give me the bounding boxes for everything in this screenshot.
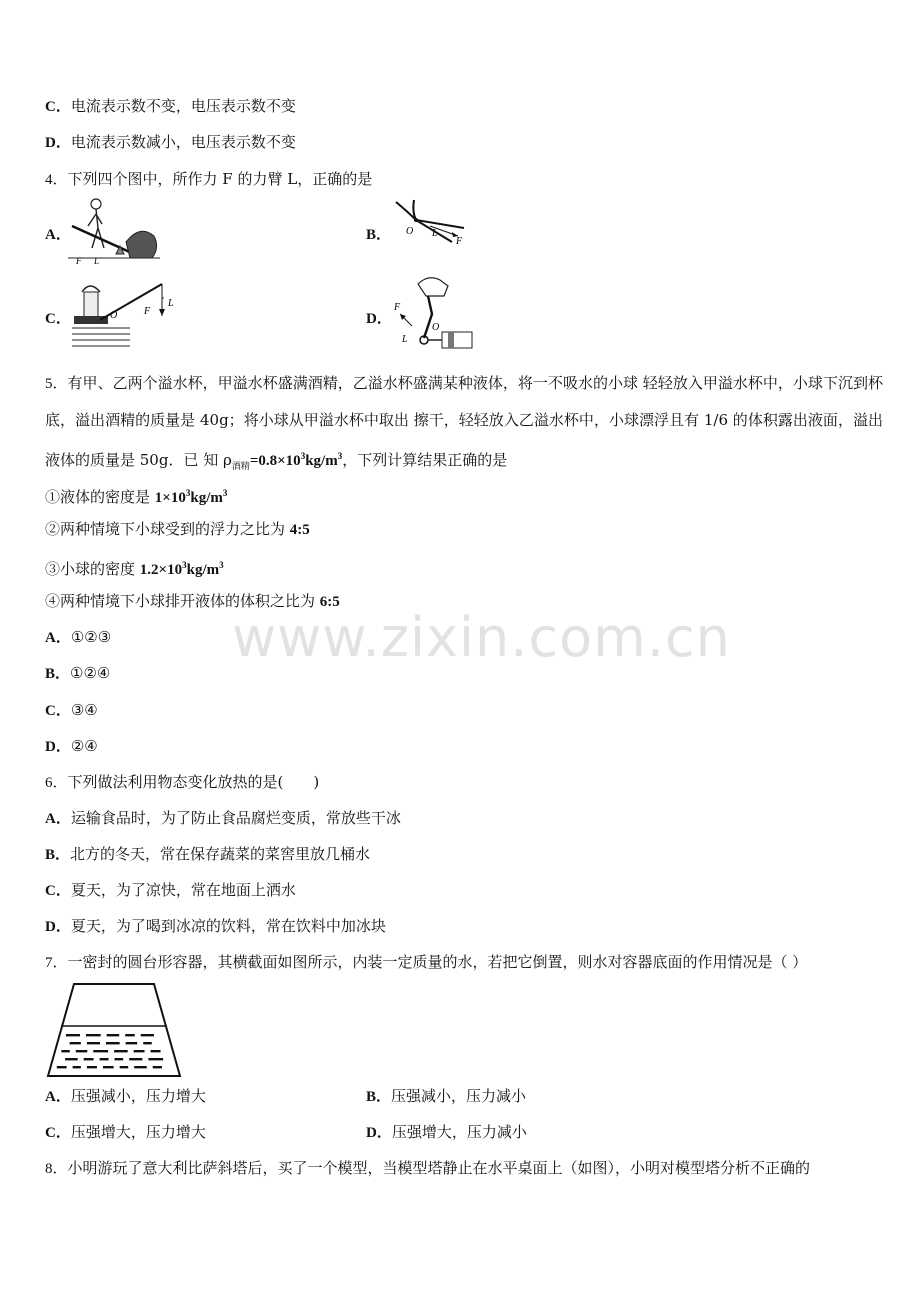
water-dash bbox=[107, 1034, 120, 1036]
water-dash bbox=[148, 1058, 163, 1060]
water-dash bbox=[73, 1066, 81, 1068]
q6-option-c: C．夏天，为了凉快，常在地面上洒水 bbox=[45, 881, 296, 899]
fig-d-label-f: F bbox=[394, 302, 401, 313]
q4-figure-b bbox=[392, 198, 468, 248]
water-dash bbox=[84, 1058, 94, 1060]
water-dash bbox=[86, 1034, 101, 1036]
fig-c-label-o: O bbox=[110, 310, 118, 321]
q5-option-c: C．③④ bbox=[45, 701, 98, 719]
fig-a-label-l: L bbox=[94, 256, 100, 266]
water-dash bbox=[103, 1066, 114, 1068]
q4-figure-c bbox=[70, 276, 182, 354]
fig-b-label-l: L bbox=[432, 228, 438, 239]
water-dash bbox=[134, 1066, 147, 1068]
water-dash bbox=[76, 1050, 87, 1052]
q6-option-d: D．夏天，为了喝到冰凉的饮料，常在饮料中加冰块 bbox=[45, 917, 386, 935]
q3-option-d: D．电流表示数减小，电压表示数不变 bbox=[45, 133, 296, 151]
water-dash bbox=[153, 1066, 162, 1068]
q8-stem: 8．小明游玩了意大利比萨斜塔后，买了一个模型，当模型塔静止在水平桌面上（如图），小明对模型塔分析不正确的 bbox=[45, 1159, 811, 1177]
fig-c-label-l: L bbox=[168, 298, 174, 309]
watermark: www.zixin.com.cn bbox=[232, 606, 731, 669]
water-dash bbox=[87, 1042, 100, 1044]
water-dash bbox=[87, 1066, 97, 1068]
q4-stem: 4．下列四个图中，所作力 F 的力臂 L，正确的是 bbox=[45, 170, 373, 188]
water-dash bbox=[151, 1050, 161, 1052]
q4-option-b-label: B． bbox=[366, 227, 392, 243]
q6-stem: 6．下列做法利用物态变化放热的是( ) bbox=[45, 773, 320, 791]
q4-figure-a bbox=[68, 196, 160, 266]
water-dash bbox=[120, 1066, 129, 1068]
q5-stem: 5．有甲、乙两个溢水杯，甲溢水杯盛满酒精，乙溢水杯盛满某种液体，将一不吸水的小球 轻轻放入甲溢水杯中，小球下沉到杯底，溢出酒精的质量是 40g；将小球从甲溢水杯中取出 擦干，轻轻放入乙溢水杯中，小球漂浮且有 1/6 的体积露出液面，溢出液体的质量是 50g．已 知 $\rho_{酒精}=0.8\times 10^3kg/m^3$，下列计算结果正确的是 bbox=[45, 374, 883, 472]
fig-b-label-f: F bbox=[456, 236, 463, 247]
q7-option-a: A．压强减小，压力增大 bbox=[45, 1087, 206, 1105]
q3-option-c: C．电流表示数不变，电压表示数不变 bbox=[45, 97, 296, 115]
water-dash bbox=[125, 1034, 135, 1036]
water-dash bbox=[129, 1058, 142, 1060]
q5-option-a: A．①②③ bbox=[45, 628, 112, 646]
fig-d-label-o: O bbox=[432, 322, 440, 333]
q4-option-a-label: A． bbox=[45, 227, 71, 243]
q5-option-d: D．②④ bbox=[45, 737, 98, 755]
q5-statement-4: ④两种情境下小球排开液体的体积之比为 6:5 bbox=[45, 592, 340, 610]
q7-option-c: C．压强增大，压力增大 bbox=[45, 1123, 206, 1141]
water-dash bbox=[126, 1042, 138, 1044]
q5-statement-1: ①液体的密度是 $1\times 10^3kg/m^3$ bbox=[45, 488, 228, 506]
water-dash bbox=[66, 1034, 80, 1036]
water-dash bbox=[65, 1058, 78, 1060]
water-dash bbox=[100, 1058, 109, 1060]
water-dash bbox=[134, 1050, 145, 1052]
q7-stem: 7．一密封的圆台形容器，其横截面如图所示，内装一定质量的水，若把它倒置，则水对容器底面的作用情况是（ ） bbox=[45, 953, 808, 971]
q5-option-b: B．①②④ bbox=[45, 664, 111, 682]
q7-option-b: B．压强减小，压力减小 bbox=[366, 1087, 527, 1105]
q4-option-d-label: D． bbox=[366, 311, 392, 327]
fig-c-label-f: F bbox=[144, 306, 151, 317]
water-dash bbox=[61, 1050, 69, 1052]
fig-a-label-f: F bbox=[76, 256, 82, 266]
fig-b-label-o: O bbox=[406, 226, 414, 237]
fig-d-label-l: L bbox=[402, 334, 408, 345]
water-dash bbox=[141, 1034, 154, 1036]
water-dash bbox=[70, 1042, 81, 1044]
q7-option-d: D．压强增大，压力减小 bbox=[366, 1123, 527, 1141]
q6-option-b: B．北方的冬天，常在保存蔬菜的菜窖里放几桶水 bbox=[45, 845, 371, 863]
water-dash bbox=[114, 1050, 128, 1052]
water-dash bbox=[143, 1042, 152, 1044]
water-dash bbox=[57, 1066, 67, 1068]
water-dash bbox=[115, 1058, 124, 1060]
water-dash bbox=[93, 1050, 108, 1052]
q4-option-c-label: C． bbox=[45, 311, 71, 327]
q7-container-figure bbox=[44, 982, 184, 1078]
q5-statement-3: ③小球的密度 $1.2\times 10^3kg/m^3$ bbox=[45, 560, 224, 578]
water-dash bbox=[106, 1042, 120, 1044]
q5-statement-2: ②两种情境下小球受到的浮力之比为 4:5 bbox=[45, 520, 310, 538]
q6-option-a: A．运输食品时，为了防止食品腐烂变质，常放些干冰 bbox=[45, 809, 401, 827]
q4-figure-d bbox=[388, 274, 474, 358]
